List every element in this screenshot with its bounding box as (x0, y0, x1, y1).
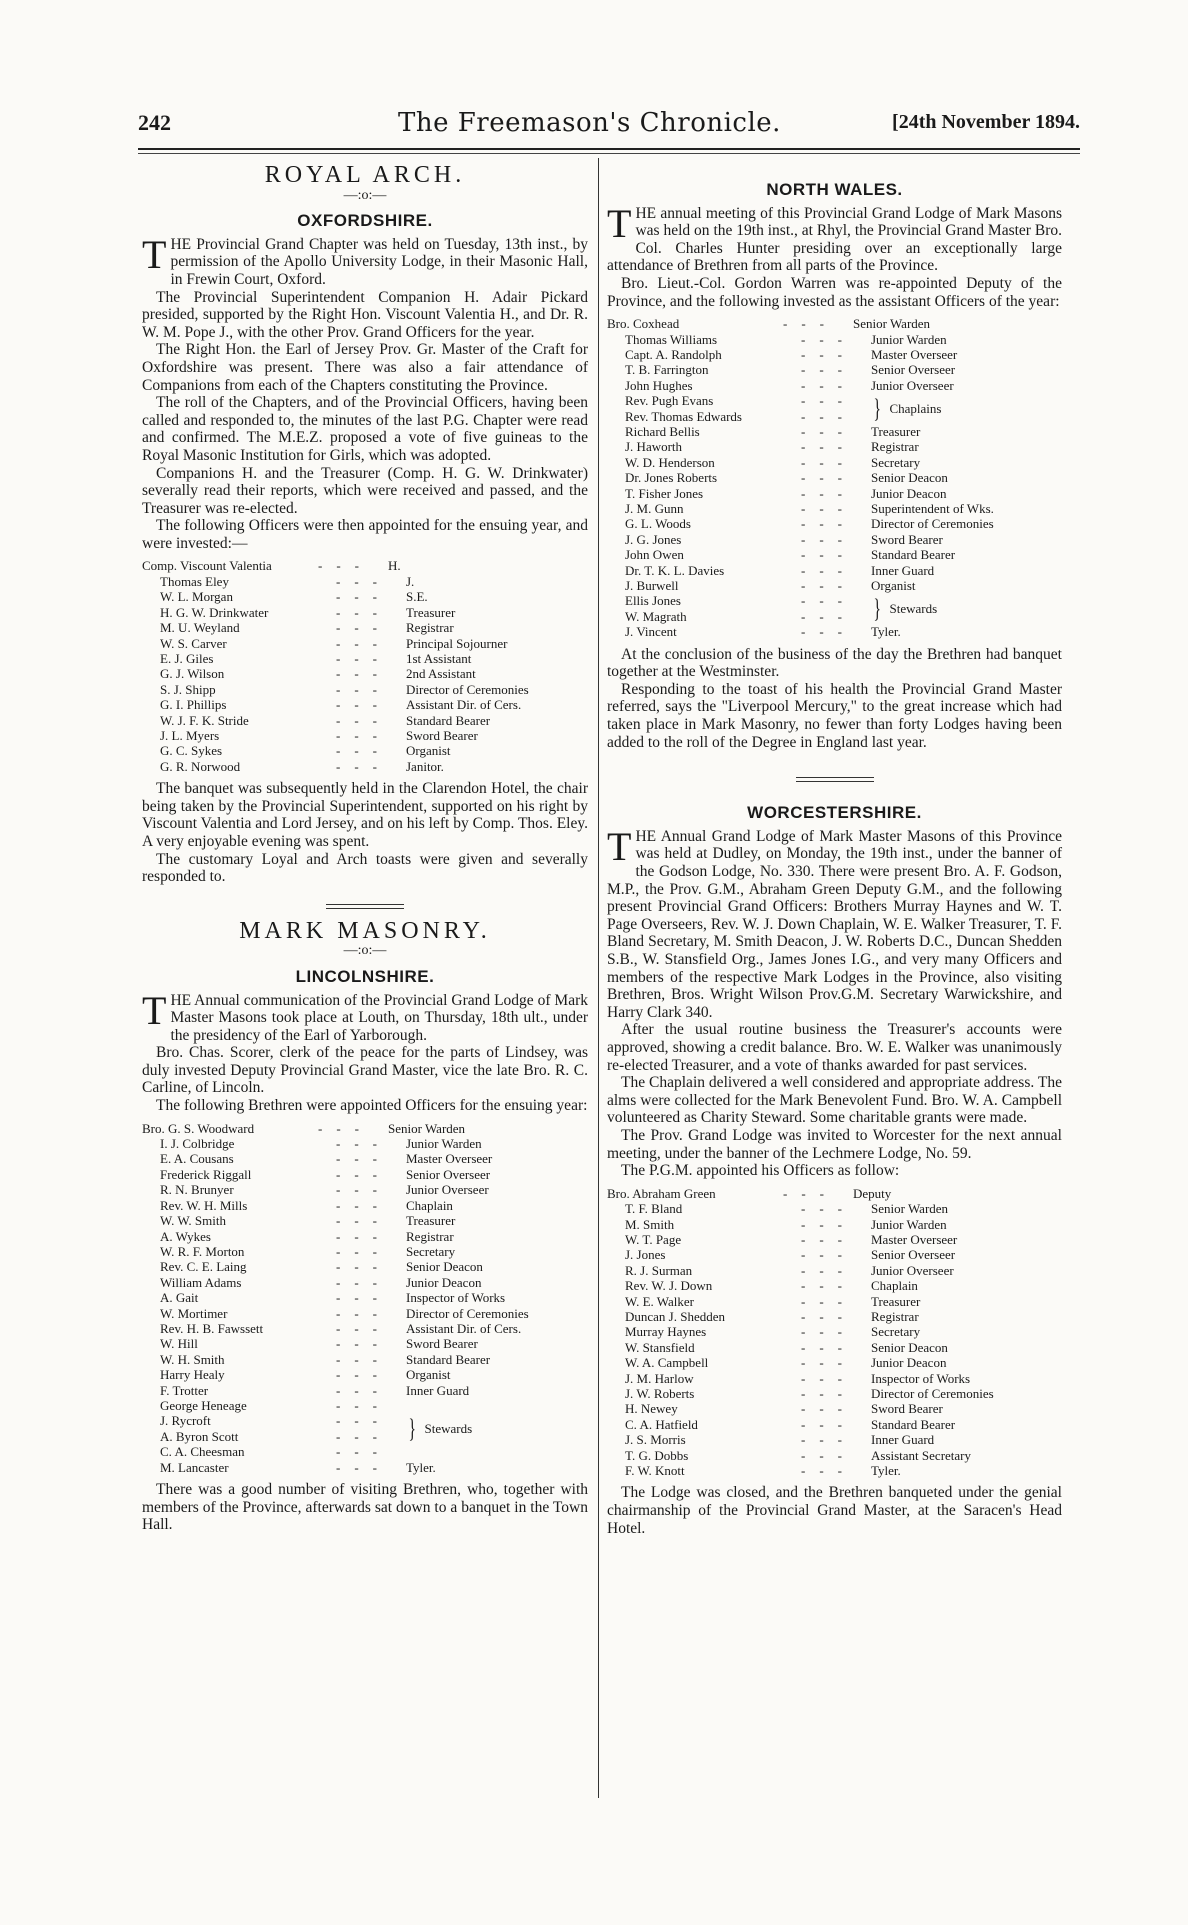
officer-name: W. R. F. Morton (160, 1243, 245, 1259)
officer-office: Junior Deacon (406, 1274, 482, 1290)
officer-row: Harry Healy --- Organist (142, 1367, 588, 1382)
officer-name: George Heneage (160, 1397, 247, 1413)
paragraph: Responding to the toast of his health the Provincial Grand Master referred, says the "Liverpool Mercury," to the great increase which had taken place in Mark Masonry, no fewer than forty Lodges having been added to the roll of the Degree in England last year. (607, 680, 1062, 751)
officer-row: W. Hill --- Sword Bearer (142, 1336, 588, 1351)
header-rule-thin (138, 153, 1080, 154)
officer-name: Harry Healy (160, 1367, 225, 1383)
officer-name: J. Jones (625, 1247, 666, 1263)
paragraph: THE Annual communication of the Provincial Grand Lodge of Mark Master Masons took place at Louth, on Thursday, 18th ult., under the presidency of the Earl of Yarborough. (142, 987, 588, 1044)
officer-office: 1st Assistant (406, 650, 472, 666)
officer-office: Junior Warden (871, 331, 947, 347)
officer-office: Director of Ceremonies (406, 681, 529, 697)
officer-name: Thomas Williams (625, 331, 718, 347)
officer-office: Senior Deacon (871, 470, 948, 486)
officer-row: Thomas Eley --- J. (142, 574, 588, 589)
officer-name: W. D. Henderson (625, 454, 715, 470)
officer-office: Treasurer (406, 1213, 456, 1229)
officer-office: Treasurer (871, 1293, 921, 1309)
brace: } (408, 1413, 416, 1443)
officer-row: H. G. W. Drinkwater --- Treasurer (142, 605, 588, 620)
section-divider (326, 904, 404, 909)
officer-row: C. A. Cheesman --- (142, 1444, 406, 1459)
officer-office: Junior Warden (871, 1216, 947, 1232)
officer-name: Comp. Viscount Valentia (142, 558, 272, 574)
officer-name: F. W. Knott (625, 1463, 685, 1479)
officer-row: T. B. Farrington --- Senior Overseer (607, 362, 1062, 377)
officer-row: J. Vincent --- Tyler. (607, 624, 1062, 639)
officer-office: Sword Bearer (406, 727, 478, 743)
officer-office: Junior Overseer (406, 1182, 489, 1198)
officer-office: Senior Warden (388, 1120, 466, 1136)
officer-row: J. W. Roberts --- Director of Ceremonies (607, 1386, 1062, 1401)
officer-row: S. J. Shipp --- Director of Ceremonies (142, 682, 588, 697)
officer-name: C. A. Hatfield (625, 1416, 698, 1432)
officer-office: Deputy (853, 1185, 892, 1201)
header-rule (138, 148, 1080, 150)
issue-date: [24th November 1894. (892, 111, 1080, 133)
officer-name: Rev. Pugh Evans (625, 393, 714, 409)
officer-name: J. Burwell (625, 578, 679, 594)
officer-row: John Owen --- Standard Bearer (607, 547, 1062, 562)
officer-name: Rev. Thomas Edwards (625, 408, 742, 424)
paragraph: At the conclusion of the business of the day the Brethren had banquet together at the Westminster. (607, 645, 1062, 681)
officer-office: Tyler. (871, 624, 901, 640)
officer-row: Rev. W. H. Mills --- Chaplain (142, 1198, 588, 1213)
officer-name: A. Gait (160, 1290, 199, 1306)
officer-row: J. G. Jones --- Sword Bearer (607, 532, 1062, 547)
officer-name: J. W. Roberts (625, 1386, 695, 1401)
officer-name: E. A. Cousans (160, 1151, 234, 1167)
officer-office: Organist (406, 743, 451, 759)
officer-row: Dr. T. K. L. Davies --- Inner Guard (607, 563, 1062, 578)
officer-office: J. (406, 573, 415, 589)
officer-office: Master Overseer (406, 1151, 493, 1167)
officer-row: John Hughes --- Junior Overseer (607, 378, 1062, 393)
lincolnshire-heading: LINCOLNSHIRE. (295, 966, 435, 986)
officer-row: I. J. Colbridge --- Junior Warden (142, 1136, 588, 1151)
paragraph: THE annual meeting of this Provincial Grand Lodge of Mark Masons was held on the 19th inst., at Rhyl, the Provincial Grand Master Bro. Col. Charles Hunter presiding over an exceptionally large attendance of Brethren from all parts of the Province. (607, 200, 1062, 275)
paragraph: The Provincial Superintendent Companion H. Adair Pickard presided, supported by the Right Hon. Viscount Valentia H., and Dr. R. W. M. Pope J., with the other Prov. Grand Officers for the year. (142, 288, 588, 341)
officer-name: W. L. Morgan (160, 589, 233, 605)
officer-name: H. Newey (625, 1401, 678, 1417)
mark-masonry-separator: —:o:— (343, 943, 387, 959)
officer-name: J. Vincent (625, 624, 677, 640)
lincolnshire-officer-list (142, 1121, 588, 1398)
officer-name: R. J. Surman (625, 1262, 693, 1278)
officer-row: W. H. Smith --- Standard Bearer (142, 1352, 588, 1367)
officer-name: Bro. Abraham Green (607, 1185, 716, 1201)
officer-row: Capt. A. Randolph --- Master Overseer (607, 347, 1062, 362)
paragraph: The Prov. Grand Lodge was invited to Worcester for the next annual meeting, under the banner of the Lechmere Lodge, No. 59. (607, 1126, 1062, 1162)
mark-masonry-title: MARK MASONRY. (239, 917, 491, 944)
officer-name: H. G. W. Drinkwater (160, 604, 269, 620)
officer-name: T. B. Farrington (625, 362, 709, 378)
officer-row: A. Gait --- Inspector of Works (142, 1290, 588, 1305)
officer-office: Registrar (871, 1308, 919, 1324)
officer-row: W. T. Page --- Master Overseer (607, 1232, 1062, 1247)
officer-row: Bro. Coxhead --- Senior Warden (607, 316, 1062, 331)
officer-name: J. S. Morris (625, 1432, 686, 1448)
officer-name: M. U. Weyland (160, 620, 240, 636)
officer-name: R. N. Brunyer (160, 1182, 234, 1198)
officer-name: Bro. G. S. Woodward (142, 1120, 255, 1136)
officer-office: 2nd Assistant (406, 666, 476, 682)
officer-name: Duncan J. Shedden (625, 1308, 726, 1324)
officer-name: T. G. Dobbs (625, 1447, 689, 1463)
officer-name: Murray Haynes (625, 1324, 707, 1340)
officer-name: Ellis Jones (625, 593, 681, 609)
officer-office: Director of Ceremonies (406, 1305, 529, 1321)
officer-office: H. (388, 558, 401, 574)
paragraph: The following Brethren were appointed Officers for the ensuing year: (156, 1097, 588, 1115)
officer-office: Director of Ceremonies (871, 1386, 994, 1401)
officer-name: A. Wykes (160, 1228, 211, 1244)
officer-office: Treasurer (871, 424, 921, 439)
officer-name: J. Haworth (625, 439, 683, 455)
officer-row: Comp. Viscount Valentia --- H. (142, 558, 588, 573)
officer-row: G. I. Phillips --- Assistant Dir. of Cers. (142, 697, 588, 712)
officer-name: T. F. Bland (625, 1201, 683, 1217)
officer-office: Tyler. (871, 1463, 901, 1479)
north-wales-chaplains (607, 393, 1062, 424)
officer-row: G. J. Wilson --- 2nd Assistant (142, 666, 588, 681)
officer-row: Richard Bellis --- Treasurer (607, 424, 1062, 439)
officer-row: A. Wykes --- Registrar (142, 1229, 588, 1244)
officer-name: W. S. Carver (160, 635, 227, 651)
officer-name: J. M. Gunn (625, 501, 684, 517)
left-column (142, 162, 588, 1534)
worcestershire-officer-list (607, 1186, 1062, 1479)
officer-office: Treasurer (406, 604, 456, 620)
officer-office: Inspector of Works (871, 1370, 971, 1386)
officer-name: G. C. Sykes (160, 743, 223, 759)
officer-row: J. L. Myers --- Sword Bearer (142, 728, 588, 743)
officer-row: W. Magrath --- (607, 609, 871, 624)
paragraph: The Right Hon. the Earl of Jersey Prov. Gr. Master of the Craft for Oxfordshire was present. There was also a fair attendance of Companions from each of the Chapters constituting the Province. (142, 341, 588, 394)
officer-row: R. J. Surman --- Junior Overseer (607, 1263, 1062, 1278)
officer-name: J. G. Jones (625, 531, 682, 547)
paragraph: After the usual routine business the Treasurer's accounts were approved, showing a credit balance. Bro. W. E. Walker was unanimously re-elected Treasurer, and a vote of thanks awarded for past services. (607, 1021, 1062, 1074)
officer-row: J. S. Morris --- Inner Guard (607, 1432, 1062, 1447)
officer-office: Registrar (406, 1228, 454, 1244)
paragraph: The customary Loyal and Arch toasts were given and severally responded to. (142, 850, 588, 886)
officer-name: M. Smith (625, 1216, 675, 1232)
officer-office: Senior Warden (853, 316, 931, 332)
officer-name: J. M. Harlow (625, 1370, 694, 1386)
officer-name: W. A. Campbell (625, 1355, 709, 1371)
brace: } (873, 393, 881, 423)
officer-office: Assistant Secretary (871, 1447, 972, 1463)
officer-row: W. J. F. K. Stride --- Standard Bearer (142, 713, 588, 728)
officer-row: G. C. Sykes --- Organist (142, 743, 588, 758)
paragraph: The banquet was subsequently held in the Clarendon Hotel, the chair being taken by the Provincial Superintendent, supported on his right by Viscount Valentia and Lord Jersey, and on his left by Comp. Thos. Eley. A very enjoyable evening was spent. (142, 780, 588, 850)
officer-name: G. L. Woods (625, 516, 691, 532)
officer-row: Duncan J. Shedden --- Registrar (607, 1309, 1062, 1324)
officer-office: Chaplain (406, 1197, 453, 1213)
officer-name: G. J. Wilson (160, 666, 225, 682)
officer-row: M. Smith --- Junior Warden (607, 1217, 1062, 1232)
officer-row: W. A. Campbell --- Junior Deacon (607, 1355, 1062, 1370)
officer-row: Rev. H. B. Fawssett --- Assistant Dir. of Cers. (142, 1321, 588, 1336)
officer-office: Superintendent of Wks. (871, 501, 994, 517)
officer-name: Frederick Riggall (160, 1166, 252, 1182)
paragraph: The Lodge was closed, and the Brethren banqueted under the genial chairmanship of the Provincial Grand Master, at the Saracen's Head Hotel. (607, 1484, 1062, 1537)
officer-office: Junior Warden (406, 1136, 482, 1152)
officer-office: Master Overseer (871, 346, 958, 362)
officer-office: Senior Overseer (406, 1166, 491, 1182)
paragraph: THE Annual Grand Lodge of Mark Master Masons of this Province was held at Dudley, on Monday, the 19th inst., under the banner of the Godson Lodge, No. 330. There were present Bro. A. F. Godson, M.P., the Prov. G.M., Abraham Green Deputy G.M., and the following present Provincial Grand Officers: Brothers Murray Haynes and W. T. Page Overseers, Rev. W. J. Down Chaplain, W. E. Walker Treasurer, T. F. Bland Secretary, M. Smith Deacon, J. W. Roberts D.C., Duncan Shedden S.B., W. Stansfield Org., James Jones I.G., and very many Officers and members of the respective Mark Lodges in the Province, also visiting Brethren, Bros. Wright Wilson Prov.G.M. Secretary Warwickshire, and Harry Clark 340. (607, 823, 1062, 1021)
officer-office: Sword Bearer (871, 1401, 943, 1417)
officer-office: Junior Deacon (871, 1355, 947, 1371)
officer-row: H. Newey --- Sword Bearer (607, 1401, 1062, 1416)
officer-name: G. R. Norwood (160, 758, 241, 774)
paragraph: Bro. Lieut.-Col. Gordon Warren was re-appointed Deputy of the Province, and the following invested as the assistant Officers of the year: (607, 274, 1062, 310)
officer-name: Dr. T. K. L. Davies (625, 562, 725, 578)
officer-row: W. E. Walker --- Treasurer (607, 1294, 1062, 1309)
royal-arch-title: ROYAL ARCH. (264, 162, 466, 188)
officer-name: T. Fisher Jones (625, 485, 704, 501)
officer-name: J. L. Myers (160, 727, 220, 743)
officer-office: Senior Warden (871, 1201, 949, 1217)
page-header (138, 104, 1080, 144)
officer-name: W. T. Page (625, 1231, 682, 1247)
officer-row: W. S. Carver --- Principal Sojourner (142, 636, 588, 651)
officer-row: E. J. Giles --- 1st Assistant (142, 651, 588, 666)
officer-name: Bro. Coxhead (607, 316, 680, 332)
officer-name: W. J. F. K. Stride (160, 712, 249, 728)
officer-row: W. R. F. Morton --- Secretary (142, 1244, 588, 1259)
officer-row: W. Stansfield --- Senior Deacon (607, 1340, 1062, 1355)
officer-name: W. Magrath (625, 608, 687, 624)
officer-office: Senior Deacon (406, 1259, 483, 1275)
officer-row: Dr. Jones Roberts --- Senior Deacon (607, 470, 1062, 485)
officer-row: G. R. Norwood --- Janitor. (142, 759, 588, 774)
officer-office: Chaplain (871, 1278, 918, 1294)
officer-name: John Hughes (625, 377, 693, 393)
officer-name: William Adams (160, 1274, 242, 1290)
worcestershire-heading: WORCESTERSHIRE. (747, 803, 922, 823)
officer-row: J. Rycroft --- (142, 1413, 406, 1428)
officer-row: A. Byron Scott --- (142, 1429, 406, 1444)
officer-row: Rev. Pugh Evans --- (607, 393, 871, 408)
officer-name: Rev. W. H. Mills (160, 1197, 248, 1213)
north-wales-officer-list-2 (607, 424, 1062, 593)
officer-office: Secretary (406, 1243, 456, 1259)
section-divider (796, 777, 874, 782)
officer-row: J. Jones --- Senior Overseer (607, 1247, 1062, 1262)
officer-office: Registrar (406, 620, 454, 636)
officer-office: Standard Bearer (871, 547, 956, 563)
officer-row: George Heneage --- (142, 1398, 406, 1413)
officer-row: W. W. Smith --- Treasurer (142, 1213, 588, 1228)
officer-office: Standard Bearer (406, 712, 491, 728)
column-divider (598, 158, 599, 1798)
officer-office: Registrar (871, 439, 919, 455)
officer-office: Organist (406, 1367, 451, 1383)
officer-row: J. Burwell --- Organist (607, 578, 1062, 593)
officer-name: W. E. Walker (625, 1293, 694, 1309)
officer-office: Inner Guard (406, 1382, 470, 1398)
officer-office: Chaplains (889, 400, 942, 416)
officer-office: Senior Overseer (871, 1247, 956, 1263)
officer-name: Capt. A. Randolph (625, 346, 722, 362)
officer-row: Bro. G. S. Woodward --- Senior Warden (142, 1121, 588, 1136)
officer-name: W. Mortimer (160, 1305, 228, 1321)
officer-office: Master Overseer (871, 1231, 958, 1247)
paragraph: There was a good number of visiting Brethren, who, together with members of the Province, afterwards sat down to a banquet in the Town Hall. (142, 1481, 588, 1534)
officer-row: T. Fisher Jones --- Junior Deacon (607, 486, 1062, 501)
officer-row: William Adams --- Junior Deacon (142, 1275, 588, 1290)
officer-name: Richard Bellis (625, 424, 700, 439)
paragraph: The following Officers were then appointed for the ensuing year, and were invested:— (142, 517, 588, 552)
officer-row: Thomas Williams --- Junior Warden (607, 332, 1062, 347)
officer-name: M. Lancaster (160, 1459, 229, 1475)
officer-office: Junior Overseer (871, 1262, 954, 1278)
officer-office: Senior Deacon (871, 1339, 948, 1355)
officer-office: Stewards (424, 1421, 473, 1437)
officer-name: Rev. H. B. Fawssett (160, 1320, 264, 1336)
officer-office: Janitor. (406, 758, 444, 774)
officer-row: W. Mortimer --- Director of Ceremonies (142, 1306, 588, 1321)
paragraph: The roll of the Chapters, and of the Provincial Officers, having been called and responded to, the minutes of the last P.G. Chapter were read and confirmed. The M.E.Z. proposed a vote of five guineas to the Royal Masonic Institution for Girls, which was adopted. (142, 394, 588, 464)
officer-office: Assistant Dir. of Cers. (406, 1320, 522, 1336)
officer-name: F. Trotter (160, 1382, 209, 1398)
officer-office: Director of Ceremonies (871, 516, 994, 532)
officer-name: W. Stansfield (625, 1339, 695, 1355)
officer-office: Senior Overseer (871, 362, 956, 378)
officer-row: J. M. Harlow --- Inspector of Works (607, 1371, 1062, 1386)
officer-row: Rev. W. J. Down --- Chaplain (607, 1278, 1062, 1293)
paragraph: THE Provincial Grand Chapter was held on Tuesday, 13th inst., by permission of the Apollo University Lodge, in their Masonic Hall, in Frewin Court, Oxford. (142, 231, 588, 288)
officer-row: M. U. Weyland --- Registrar (142, 620, 588, 635)
royal-arch-separator: —:o:— (343, 187, 387, 203)
north-wales-officer-list (607, 316, 1062, 393)
officer-office: Sword Bearer (406, 1336, 478, 1352)
officer-office: Junior Deacon (871, 485, 947, 501)
officer-name: C. A. Cheesman (160, 1444, 245, 1460)
officer-name: E. J. Giles (160, 650, 214, 666)
officer-name: W. H. Smith (160, 1351, 225, 1367)
paragraph: Companions H. and the Treasurer (Comp. H. G. W. Drinkwater) severally read their reports, which were received and passed, and the Treasurer was re-elected. (142, 464, 588, 517)
right-column (607, 165, 1062, 1537)
officer-row: R. N. Brunyer --- Junior Overseer (142, 1182, 588, 1197)
officer-row: F. Trotter --- Inner Guard (142, 1383, 588, 1398)
officer-office: Standard Bearer (871, 1416, 956, 1432)
north-wales-stewards (607, 593, 1062, 639)
officer-office: Principal Sojourner (406, 635, 508, 651)
officer-name: Rev. W. J. Down (625, 1278, 713, 1294)
officer-row: Ellis Jones --- (607, 593, 871, 608)
oxfordshire-officer-list (142, 558, 588, 774)
officer-name: Thomas Eley (160, 573, 229, 589)
officer-name: John Owen (625, 547, 684, 563)
paragraph: The Chaplain delivered a well considered and appropriate address. The alms were collected for the Mark Benevolent Fund. Bro. W. A. Campbell volunteered as Charity Steward. Some charitable grants were made. (607, 1074, 1062, 1127)
officer-row: J. M. Gunn --- Superintendent of Wks. (607, 501, 1062, 516)
officer-row: F. W. Knott --- Tyler. (607, 1463, 1062, 1478)
officer-row: G. L. Woods --- Director of Ceremonies (607, 516, 1062, 531)
officer-office: Inner Guard (871, 1432, 935, 1448)
officer-office: Tyler. (406, 1459, 436, 1475)
officer-name: Dr. Jones Roberts (625, 470, 718, 486)
officer-name: W. W. Smith (160, 1213, 226, 1229)
paragraph: Bro. Chas. Scorer, clerk of the peace for the parts of Lindsey, was duly invested Deputy Provincial Grand Master, vice the late Bro. R. C. Carline, of Lincoln. (142, 1044, 588, 1097)
paragraph: The P.G.M. appointed his Officers as follow: (621, 1162, 900, 1180)
officer-office: Inspector of Works (406, 1290, 506, 1306)
officer-office: Standard Bearer (406, 1351, 491, 1367)
officer-name: Rev. C. E. Laing (160, 1259, 247, 1275)
officer-row: T. F. Bland --- Senior Warden (607, 1201, 1062, 1216)
officer-row: W. D. Henderson --- Secretary (607, 455, 1062, 470)
brace: } (873, 593, 881, 623)
officer-row: Bro. Abraham Green --- Deputy (607, 1186, 1062, 1201)
officer-name: J. Rycroft (160, 1413, 211, 1429)
officer-row: T. G. Dobbs --- Assistant Secretary (607, 1448, 1062, 1463)
officer-row: M. Lancaster --- Tyler. (142, 1460, 588, 1475)
officer-name: S. J. Shipp (160, 681, 216, 697)
officer-name: W. Hill (160, 1336, 198, 1352)
officer-row: Frederick Riggall --- Senior Overseer (142, 1167, 588, 1182)
officer-office: Stewards (889, 601, 938, 617)
officer-row: J. Haworth --- Registrar (607, 439, 1062, 454)
officer-name: I. J. Colbridge (160, 1136, 235, 1152)
lincolnshire-stewards (142, 1398, 588, 1475)
officer-office: Secretary (871, 1324, 921, 1340)
officer-name: G. I. Phillips (160, 697, 227, 713)
officer-office: Assistant Dir. of Cers. (406, 697, 522, 713)
officer-office: Sword Bearer (871, 531, 943, 547)
officer-row: Murray Haynes --- Secretary (607, 1324, 1062, 1339)
officer-row: E. A. Cousans --- Master Overseer (142, 1151, 588, 1166)
officer-office: Secretary (871, 454, 921, 470)
oxfordshire-heading: OXFORDSHIRE. (297, 211, 433, 231)
officer-row: W. L. Morgan --- S.E. (142, 589, 588, 604)
page-number: 242 (138, 110, 171, 135)
officer-office: Inner Guard (871, 562, 935, 578)
officer-row: Rev. Thomas Edwards --- (607, 409, 871, 424)
officer-name: A. Byron Scott (160, 1428, 239, 1444)
publication-title: The Freemason's Chronicle. (398, 108, 781, 138)
north-wales-heading: NORTH WALES. (766, 180, 903, 199)
officer-office: Junior Overseer (871, 377, 954, 393)
officer-office: Organist (871, 578, 916, 594)
officer-row: C. A. Hatfield --- Standard Bearer (607, 1417, 1062, 1432)
officer-row: Rev. C. E. Laing --- Senior Deacon (142, 1259, 588, 1274)
officer-office: S.E. (406, 589, 428, 605)
